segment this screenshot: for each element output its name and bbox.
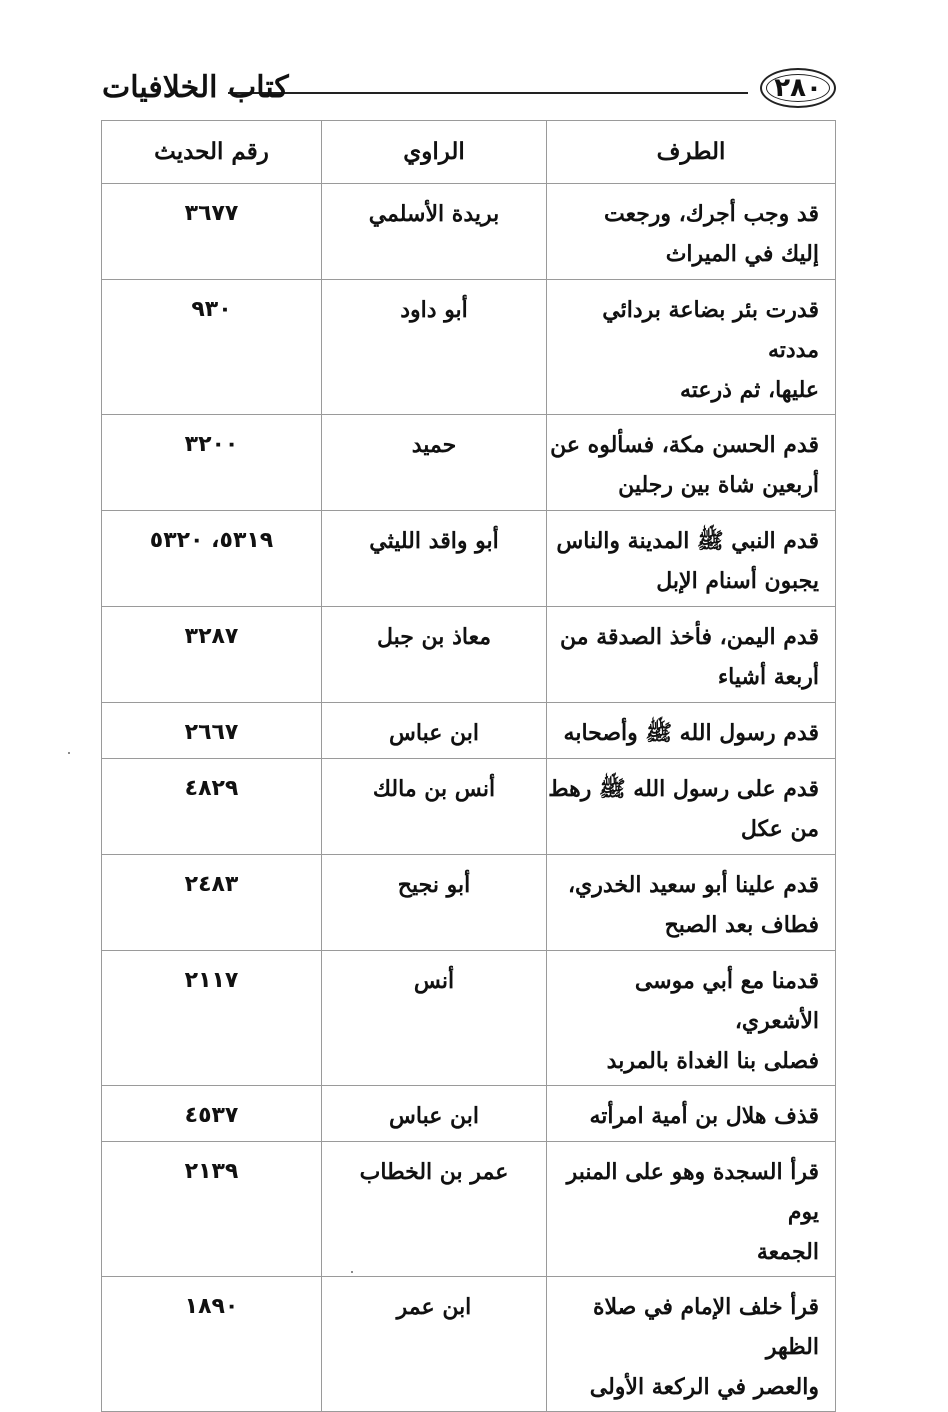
header-rule <box>228 92 748 94</box>
tarf-line: إليك في الميراث <box>665 241 819 267</box>
tarf-line: قدم على رسول الله ﷺ رهط <box>548 776 819 802</box>
tarf-line: قدم الحسن مكة، فسألوه عن <box>550 432 819 458</box>
rawi-cell: ابن عباس <box>322 703 547 759</box>
table-row <box>102 511 836 607</box>
number-cell: ٢١١٧ <box>102 951 322 1086</box>
number-cell: ٢٦٦٧ <box>102 703 322 759</box>
tarf-cell <box>547 607 836 703</box>
column-header-tarf: الطرف <box>547 121 836 184</box>
tarf-cell <box>547 1086 836 1142</box>
rawi-cell: حميد <box>322 415 547 511</box>
tarf-cell <box>547 951 836 1086</box>
tarf-cell <box>547 280 836 415</box>
rawi-cell: أنس بن مالك <box>322 759 547 855</box>
rawi-cell: عمر بن الخطاب <box>322 1142 547 1277</box>
number-cell: ١٨٩٠ <box>102 1277 322 1412</box>
table-row <box>102 703 836 759</box>
tarf-line: قدم اليمن، فأخذ الصدقة من <box>560 624 819 650</box>
tarf-cell <box>547 511 836 607</box>
tarf-cell <box>547 184 836 280</box>
number-cell: ٩٣٠ <box>102 280 322 415</box>
tarf-line: قرأ خلف الإمام في صلاة الظهر <box>592 1294 819 1360</box>
tarf-line: قد وجب أجرك، ورجعت <box>603 201 819 227</box>
tarf-cell <box>547 703 836 759</box>
tarf-line: الجمعة <box>756 1239 819 1265</box>
tarf-line: قدمنا مع أبي موسى الأشعري، <box>634 968 819 1034</box>
table-row <box>102 184 836 280</box>
scan-speck <box>351 1271 353 1273</box>
rawi-cell: بريدة الأسلمي <box>322 184 547 280</box>
rawi-cell: معاذ بن جبل <box>322 607 547 703</box>
column-header-number: رقم الحديث <box>102 121 322 184</box>
table-row <box>102 280 836 415</box>
tarf-line: والعصر في الركعة الأولى <box>589 1374 819 1400</box>
column-header-rawi: الراوي <box>322 121 547 184</box>
table-row <box>102 1277 836 1412</box>
number-cell: ٤٥٣٧ <box>102 1086 322 1142</box>
tarf-line: قذف هلال بن أمية امرأته <box>589 1103 819 1129</box>
tarf-cell <box>547 759 836 855</box>
table-row <box>102 1142 836 1277</box>
table-row <box>102 1086 836 1142</box>
number-cell: ٢١٣٩ <box>102 1142 322 1277</box>
book-title: كتاب الخلافيات <box>102 70 289 105</box>
number-cell: ٣٢٨٧ <box>102 607 322 703</box>
tarf-cell <box>547 415 836 511</box>
tarf-line: قدرت بئر بضاعة بردائي مددته <box>602 297 819 363</box>
page-number: ٢٨٠ <box>774 73 822 103</box>
table-header-row <box>102 121 836 184</box>
tarf-line: فصلى بنا الغداة بالمربد <box>606 1048 819 1074</box>
rawi-cell: أبو واقد الليثي <box>322 511 547 607</box>
tarf-line: أربعين شاة بين رجلين <box>618 472 819 498</box>
table-row <box>102 759 836 855</box>
rawi-cell: ابن عباس <box>322 1086 547 1142</box>
number-cell: ٤٨٢٩ <box>102 759 322 855</box>
number-cell: ٥٣١٩، ٥٣٢٠ <box>102 511 322 607</box>
tarf-cell <box>547 1142 836 1277</box>
tarf-line: فطاف بعد الصبح <box>664 912 819 938</box>
tarf-cell <box>547 855 836 951</box>
table-row <box>102 607 836 703</box>
number-cell: ٢٤٨٣ <box>102 855 322 951</box>
tarf-line: قدم علينا أبو سعيد الخدري، <box>567 872 819 898</box>
scan-speck <box>68 752 70 754</box>
page-number-badge <box>760 68 836 108</box>
tarf-line: قدم النبي ﷺ المدينة والناس <box>556 528 819 554</box>
tarf-line: قدم رسول الله ﷺ وأصحابه <box>563 720 819 746</box>
tarf-cell <box>547 1277 836 1412</box>
number-cell: ٣٦٧٧ <box>102 184 322 280</box>
badge-inner-ring <box>766 74 830 102</box>
tarf-line: قرأ السجدة وهو على المنبر يوم <box>566 1159 819 1225</box>
tarf-line: عليها، ثم ذرعته <box>679 377 819 403</box>
number-cell: ٣٢٠٠ <box>102 415 322 511</box>
tarf-line: يجبون أسنام الإبل <box>656 568 819 594</box>
table-row <box>102 415 836 511</box>
rawi-cell: ابن عمر <box>322 1277 547 1412</box>
table-row <box>102 951 836 1086</box>
rawi-cell: أنس <box>322 951 547 1086</box>
rawi-cell: أبو داود <box>322 280 547 415</box>
hadith-index-table <box>101 120 836 1412</box>
table-row <box>102 855 836 951</box>
page-header <box>0 0 948 120</box>
tarf-line: أربعة أشياء <box>717 664 819 690</box>
tarf-line: من عكل <box>740 816 819 842</box>
rawi-cell: أبو نجيح <box>322 855 547 951</box>
